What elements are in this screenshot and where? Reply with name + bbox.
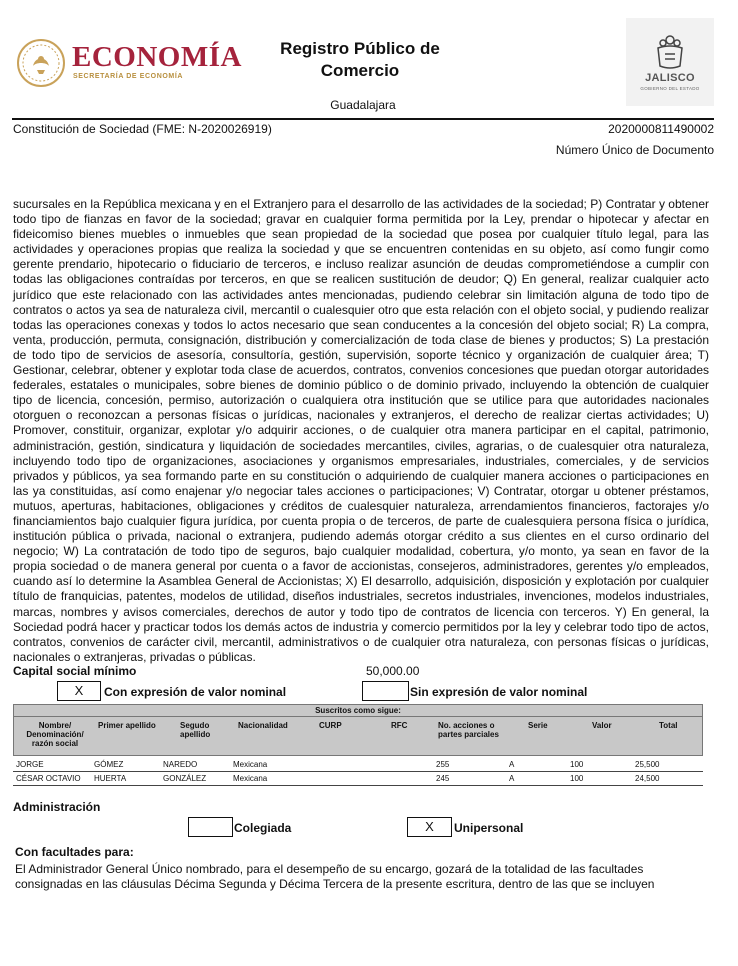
cell-second-surname: GONZÁLEZ [163,774,207,783]
cell-shares: 255 [436,760,450,769]
table-title: Suscritos como sigue: [13,704,703,717]
col-header: Nacionalidad [238,721,288,730]
jalisco-crest-icon [654,34,686,70]
cell-second-surname: NAREDO [163,760,198,769]
cell-series: A [509,760,515,769]
cell-value: 100 [570,760,584,769]
economia-logo [16,38,242,90]
economia-wordmark: ECONOMÍA [72,41,242,73]
colegiada-label: Colegiada [234,821,292,835]
cell-value: 100 [570,774,584,783]
cell-total: 25,500 [635,760,660,769]
clauses-paragraph: sucursales en la República mexicana y en el Extranjero para el desarrollo de las actividades de la sociedad; P) Contratar y obtener todo tipo de fianzas en favor de la sociedad; gravar en cualquier forma permitida por la Ley, prendar o hipotecar y afectar en fideicomiso bienes muebles o inmuebles que sean propiedad de la sociedad que posea por cualquier título legal, para las actividades y operaciones propias que realiza la sociedad y que se encuentren contenidas en su objeto, así como fungir como gerente prendario, hipotecario o fiduciario de terceros, e incluso realizar asunción de deudas comprometiéndose a cumplir con todas las obligaciones contraídas por terceros, en que se realicen sustitución de deudor; Q) En general, realizar cualquier acto jurídico que este relacionado con las actividades antes mencionadas, pudiendo celebrar sin limitación alguna de todo tipo de contratos o actos ya sea de naturaleza civil, mercantil o cualesquier otro que esta relación con el objeto social, y pudiendo realizar todas las operaciones conexas y todos lo actos necesario que sean conducentes a la concesión del objeto social; R) La compra, venta, producción, permuta, consignación, distribución y comercialización de toda clase de bienes y productos; S) La prestación de todo tipo de servicios de asesoría, consultoría, gestión, supervisión, soporte técnico y organización de cualquier área; T) Gestionar, celebrar, obtener y explotar toda clase de acuerdos, contratos, convenios concesiones que puedan otorgar autoridades federales, estatales o municipales, sobre bienes de dominio público o de dominio privado, incluyendo la obtención de cualquier tipo de licencia, concesión, permiso, autorización o cualquiera otra institución que se utilice para que autoridades nacionales otorguen o reconozcan a personas físicas o jurídicas, nacionales y extranjeros, el derecho de realizar ciertas actividades; U) Promover, constituir, organizar, explotar y/o adquirir acciones, o de cualquier otra manera participar en el capital, patrimonio, administración, gestión, sindicatura y liquidación de sociedades mercantiles, civiles, agrarias, o de cualesquier otra naturaleza, incluyendo todo tipo de organizaciones, asociaciones y organismos empresariales, industriales, comerciales, y de servicios privados y públicos, ya sea formando parte en su constitución o adquiriendo de cualquier manera acciones o participaciones en las ya constituidas, así como enajenar y/o negociar tales acciones o participaciones; V) Contratar, otorgar u obtener préstamos, mutuos, aperturas, habitaciones, obligaciones y créditos de cualesquier naturaleza, arrendamientos financieros, factorajes y/o financiamientos bajo cualquier figura jurídica, por cuenta propia o de terceros, de parte de cualesquiera persona física o jurídica, institución pública o privada, nacional o extranjera, pudiendo además otorgar crédito a sus clientes en el curso ordinario del negocio; W) La contratación de todo tipo de seguros, bajo cualquier modalidad, cobertura, y/o monto, ya sean en favor de la propia sociedad o de manera general por cuenta o a favor de accionistas, consejeros, administradores, gerentes y/o empleados, cuando así lo determine la Asamblea General de Accionistas; X) El desarrollo, adquisición, disposición y explotación por cualquier título de franquicias, patentes, modelos de utilidad, diseños industriales, secretos industriales, invenciones, modelos industriales, marcas, nombres y avisos comerciales, derechos de autor y todo tipo de contratos de licencia con terceros. Y) En general, la Sociedad podrá hacer y practicar todos los demás actos de industria y comercio permitidos por la ley y celebrar todo tipo de actos, contratos, convenios de carácter civil, mercantil, administrativos o de cualquier otra naturaleza, con personas físicas o jurídicas, nacionales o extranjeras, privadas o públicas. [13,197,709,664]
cell-first-surname: GÓMEZ [94,760,124,769]
no-nominal-label: Sin expresión de valor nominal [410,685,588,699]
document-number: 2020000811490002 [608,122,714,136]
colegiada-checkbox[interactable] [188,817,233,837]
nominal-checkbox[interactable]: X [57,681,101,701]
col-header: Valor [592,721,612,730]
cell-shares: 245 [436,774,450,783]
jalisco-subtitle: GOBIERNO DEL ESTADO [640,86,700,91]
facultades-label: Con facultades para: [15,845,134,859]
nominal-label: Con expresión de valor nominal [104,685,287,699]
cell-name: JORGE [16,760,44,769]
document-title [250,38,470,82]
economia-subtitle: SECRETARÍA DE ECONOMÍA [73,73,184,80]
unipersonal-checkbox[interactable]: X [407,817,452,837]
table-header [13,717,703,756]
cell-nationality: Mexicana [233,774,268,783]
facultades-text: El Administrador General Único nombrado, para el desempeño de su encargo, gozará de la totalidad de las facultades consignadas en las cláusulas Décima Segunda y Décima Tercera de la presente escritura, dentro de las que se incluyen [15,862,655,891]
city-label: Guadalajara [330,98,396,112]
col-header: Serie [528,721,548,730]
jalisco-wordmark: JALISCO [645,72,695,84]
document-reference: Constitución de Sociedad (FME: N-2020026919) [13,122,272,136]
title-line-1: Registro Público de [280,39,440,58]
col-header: Total [659,721,678,730]
col-header: Primer apellido [98,721,156,730]
administration-label: Administración [13,800,101,814]
table-row [13,772,703,786]
jalisco-logo [626,18,714,106]
cell-series: A [509,774,515,783]
document-number-label: Número Único de Documento [555,143,714,157]
cell-nationality: Mexicana [233,760,268,769]
col-header: No. acciones o partes parciales [438,721,499,739]
no-nominal-checkbox[interactable] [362,681,409,701]
col-header: Nombre/ Denominación/ razón social [26,721,84,748]
col-header: RFC [391,721,408,730]
col-header: CURP [319,721,342,730]
cell-first-surname: HUERTA [94,774,127,783]
col-header: Segudo apellido [180,721,211,739]
cell-total: 24,500 [635,774,660,783]
cell-name: CÉSAR OCTAVIO [16,774,81,783]
header-divider [12,118,714,120]
capital-value: 50,000.00 [366,664,420,678]
capital-label: Capital social mínimo [13,664,137,678]
mexican-seal-icon [16,38,66,88]
table-row [13,758,703,772]
subscribers-table [13,704,703,786]
title-line-2: Comercio [320,61,400,80]
unipersonal-label: Unipersonal [454,821,524,835]
